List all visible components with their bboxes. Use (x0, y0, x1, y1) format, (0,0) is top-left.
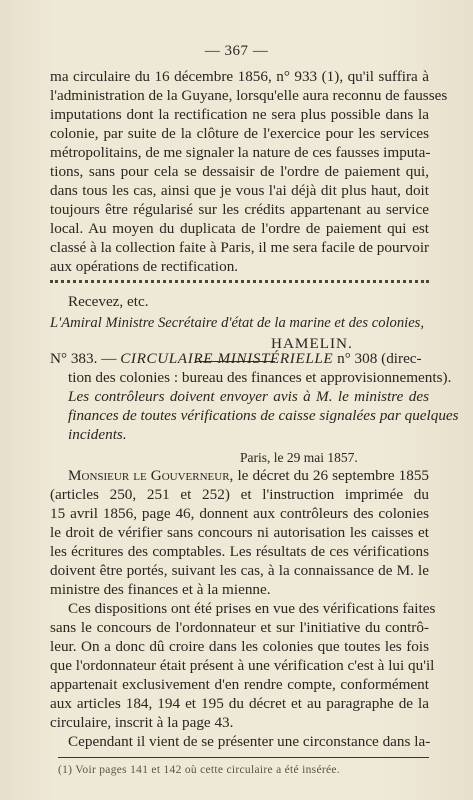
text-line (68, 466, 429, 485)
text-line: colonie, par suite de la clôture de l'exercice pour les services (50, 125, 429, 142)
text-line: leur. On a donc dû croire dans les colonies que toutes les fois (50, 638, 429, 655)
text-line: local. Au moyen du duplicata de l'ordre de paiement qui est (50, 220, 429, 237)
dotted-divider (50, 280, 429, 291)
text-line: (articles 250, 251 et 252) et l'instruction imprimée du (50, 486, 429, 503)
text-line: toujours être régularisé sur les crédits appartenant au service (50, 201, 429, 218)
text-line: aux articles 184, 194 et 195 du décret et au paragraphe de la (50, 695, 429, 712)
dateline: Paris, le 29 mai 1857. (240, 450, 358, 465)
text-line: les écritures des comptables. Les résultats de ces vérifications (50, 543, 429, 560)
text-line: ma circulaire du 16 décembre 1856, n° 933 (1), qu'il suffira à (50, 68, 429, 85)
summary-line: Les contrôleurs doivent envoyer avis à M. le ministre des (68, 388, 429, 405)
text-line: Ces dispositions ont été prises en vue des vérifications faites (68, 600, 436, 617)
text-line: classé à la collection faite à Paris, il me sera facile de pourvoir (50, 239, 430, 256)
text-line: imputations dont la rectification ne sera plus possible dans la (50, 106, 429, 123)
text-line: aux opérations de rectification. (50, 258, 239, 275)
text-line: ministre des finances et à la mienne. (50, 581, 271, 598)
closing-formula: Recevez, etc. (68, 293, 149, 310)
footnote: (1) Voir pages 141 et 142 où cette circulaire a été insérée. (58, 764, 340, 776)
circular-subtitle: tion des colonies : bureau des finances et approvisionnements). (68, 369, 452, 386)
signature-title: L'Amiral Ministre Secrétaire d'état de la marine et des colonies, (50, 315, 424, 331)
text-line: doivent être portés, suivant les cas, à la connaissance de M. le (50, 562, 429, 579)
page-number: — 367 — (204, 43, 269, 59)
text-line: appartenait exclusivement d'en rendre compte, conformément (50, 676, 429, 693)
text-line: dans tous les cas, ainsi que je vous l'ai déjà dit plus haut, doit (50, 182, 429, 199)
circular-number-detail: n° 308 (direc- (337, 350, 422, 367)
circular-title: CIRCULAIRE MINISTÉRIELLE (120, 350, 334, 367)
circular-number: N° 383. — (50, 350, 117, 367)
text-line: circulaire, inscrit à la page 43. (50, 714, 234, 731)
summary-line: incidents. (68, 426, 127, 443)
circular-heading (50, 349, 429, 368)
text-line: le droit de vérifier sans concours ni autorisation les caisses et (50, 524, 429, 541)
text-fragment: le décret du 26 septembre 1855 (237, 467, 430, 484)
text-line: Cependant il vient de se présenter une circonstance dans la- (68, 733, 431, 750)
text-line: sans le concours de l'ordonnateur et sur l'initiative du contrô- (50, 619, 429, 636)
text-line: métropolitains, de me signaler la nature de ces fausses imputa- (50, 144, 431, 161)
signature-name: HAMELIN. (271, 335, 353, 352)
text-line: l'administration de la Guyane, lorsqu'elle aura reconnu de fausses (50, 87, 448, 104)
text-line: que l'ordonnateur était présent à une vérification c'est à lui qu'il (50, 657, 435, 674)
footnote-rule (58, 757, 429, 758)
text-line: tions, sans pour cela se dessaisir de l'ordre de paiement qui, (50, 163, 429, 180)
salutation: Monsieur le Gouverneur, (68, 467, 234, 484)
summary-line: finances de toutes vérifications de caisse signalées par quelques (68, 407, 459, 424)
text-line: 15 avril 1856, page 46, donnent aux contrôleurs des colonies (50, 505, 429, 522)
